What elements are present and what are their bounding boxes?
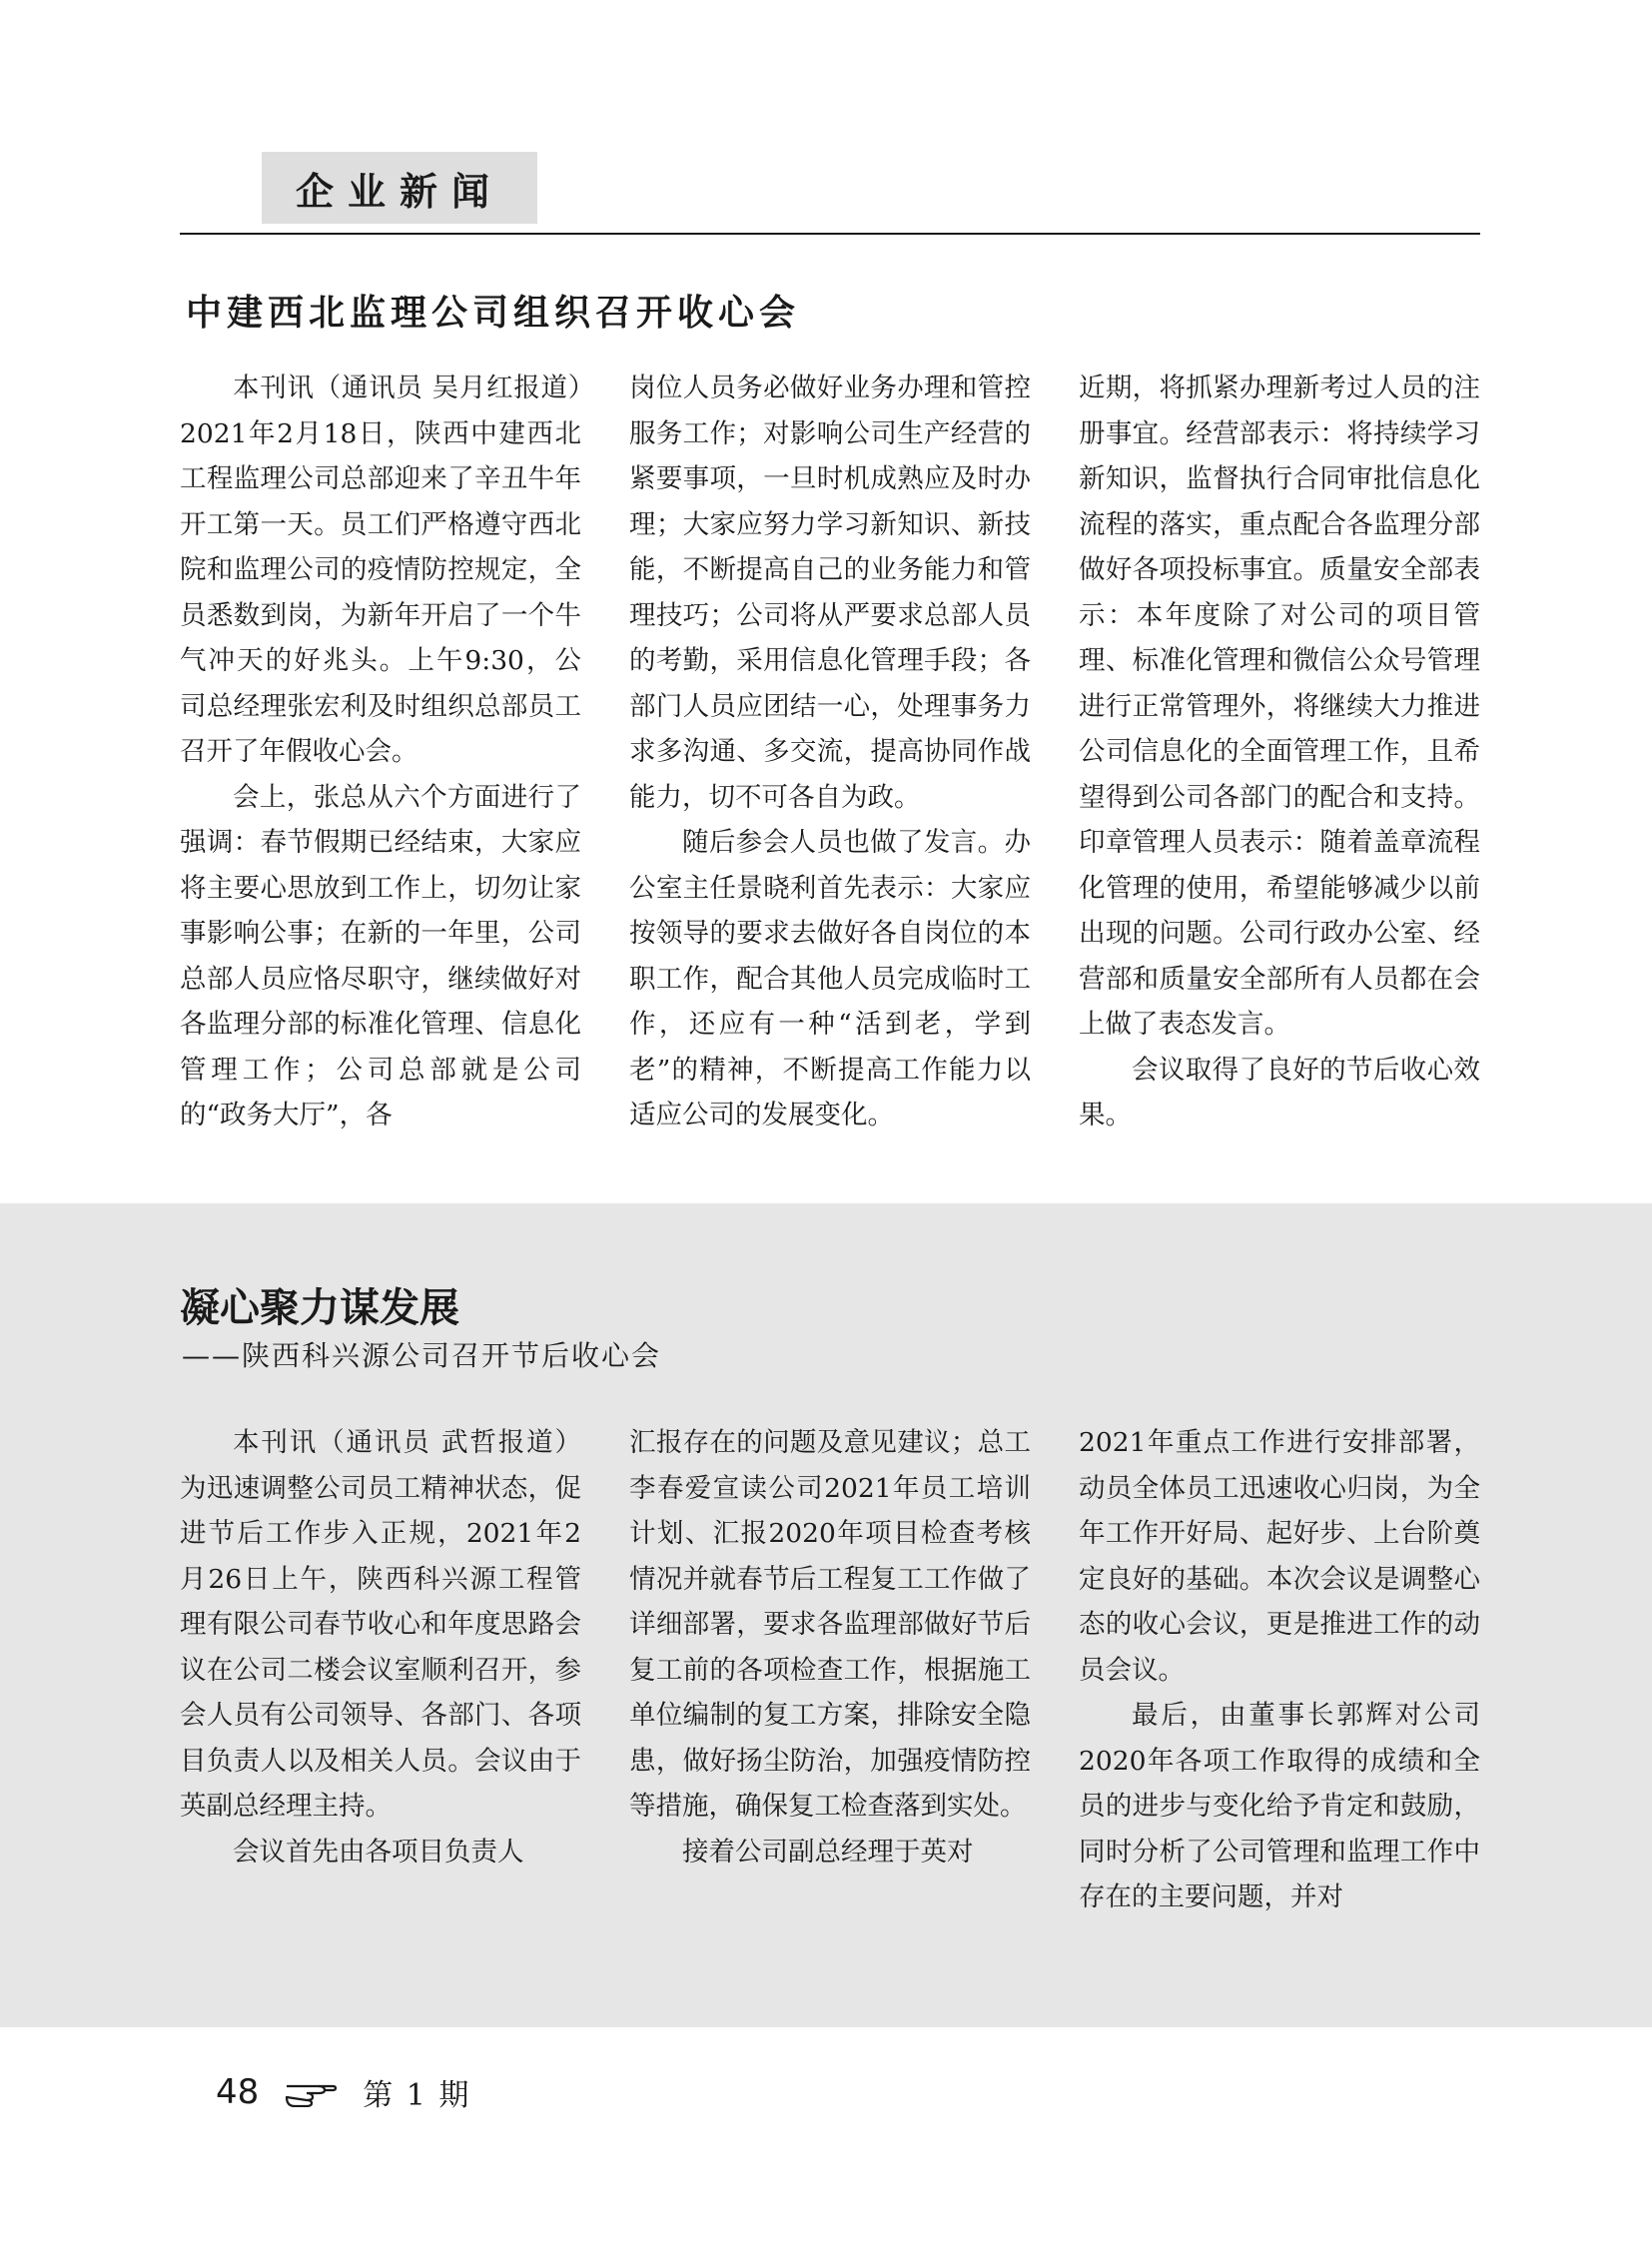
page-number: 48 [216, 2072, 260, 2112]
article1-column-3 [1079, 366, 1480, 1138]
paragraph: 本刊讯（通讯员 吴月红报道）2021年2月18日，陕西中建西北工程监理公司总部迎来了辛丑牛年开工第一天。员工们严格遵守西北院和监理公司的疫情防控规定，全员悉数到岗，为新年开启了一个牛气冲天的好兆头。上午9:30，公司总经理张宏利及时组织总部员工召开了年假收心会。 [180, 373, 581, 767]
paragraph: 近期，将抓紧办理新考过人员的注册事宜。经营部表示：将持续学习新知识，监督执行合同审批信息化流程的落实，重点配合各监理分部做好各项投标事宜。质量安全部表示：本年度除了对公司的项目管理、标准化管理和微信公众号管理进行正常管理外，将继续大力推进公司信息化的全面管理工作，且希望得到公司各部门的配合和支持。印章管理人员表示：随着盖章流程化管理的使用，希望能够减少以前出现的问题。公司行政办公室、经营部和质量安全部所有人员都在会上做了表态发言。 [1079, 373, 1480, 1040]
paragraph: 汇报存在的问题及意见建议；总工李春爱宣读公司2021年员工培训计划、汇报2020年项目检查考核情况并就春节后工程复工工作做了详细部署，要求各监理部做好节后复工前的各项检查工作，根据施工单位编制的复工方案，排除安全隐患，做好扬尘防治，加强疫情防控等措施，确保复工检查落到实处。 [629, 1427, 1031, 1822]
paragraph: 会上，张总从六个方面进行了强调：春节假期已经结束，大家应将主要心思放到工作上，切勿让家事影响公事；在新的一年里，公司总部人员应恪尽职守，继续做好对各监理分部的标准化管理、信息化管理工作；公司总部就是公司的“政务大厅”，各 [180, 781, 581, 1130]
paragraph: 会议首先由各项目负责人 [233, 1836, 524, 1868]
issue-label: 第 1 期 [363, 2078, 471, 2113]
page-footer [216, 2070, 470, 2114]
article2-column-3 [1079, 1420, 1480, 1920]
article1-column-2 [629, 366, 1031, 1138]
article2-column-1 [180, 1420, 581, 1920]
article2-title: 凝心聚力谋发展 [180, 1285, 459, 1331]
article2-subtitle: ——陕西科兴源公司召开节后收心会 [182, 1339, 662, 1372]
header-divider [180, 233, 1480, 235]
pointing-hand-icon [285, 2077, 337, 2107]
section-label: 企业新闻 [262, 152, 537, 224]
article1-body [180, 366, 1480, 1138]
paragraph: 岗位人员务必做好业务办理和管控服务工作；对影响公司生产经营的紧要事项，一旦时机成熟应及时办理；大家应努力学习新知识、新技能，不断提高自己的业务能力和管理技巧；公司将从严要求总部人员的考勤，采用信息化管理手段；各部门人员应团结一心，处理事务力求多沟通、多交流，提高协同作战能力，切不可各自为政。 [629, 373, 1031, 813]
paragraph: 2021年重点工作进行安排部署，动员全体员工迅速收心归岗，为全年工作开好局、起好步、上台阶奠定良好的基础。本次会议是调整心态的收心会议，更是推进工作的动员会议。 [1079, 1427, 1480, 1686]
article2-column-2 [629, 1420, 1031, 1920]
paragraph: 接着公司副总经理于英对 [682, 1836, 974, 1868]
article1-column-1 [180, 366, 581, 1138]
paragraph: 本刊讯（通讯员 武哲报道）为迅速调整公司员工精神状态，促进节后工作步入正规，2021年2月26日上午，陕西科兴源工程管理有限公司春节收心和年度思路会议在公司二楼会议室顺利召开，参会人员有公司领导、各部门、各项目负责人以及相关人员。会议由于英副总经理主持。 [180, 1427, 581, 1822]
article2-body [180, 1420, 1480, 1920]
paragraph: 最后，由董事长郭辉对公司2020年各项工作取得的成绩和全员的进步与变化给予肯定和鼓励，同时分析了公司管理和监理工作中存在的主要问题，并对 [1079, 1700, 1480, 1912]
article1-title: 中建西北监理公司组织召开收心会 [186, 292, 801, 334]
paragraph: 随后参会人员也做了发言。办公室主任景晓利首先表示：大家应按领导的要求去做好各自岗位的本职工作，配合其他人员完成临时工作，还应有一种“活到老，学到老”的精神，不断提高工作能力以适应公司的发展变化。 [629, 827, 1031, 1130]
paragraph: 会议取得了良好的节后收心效果。 [1079, 1054, 1480, 1130]
